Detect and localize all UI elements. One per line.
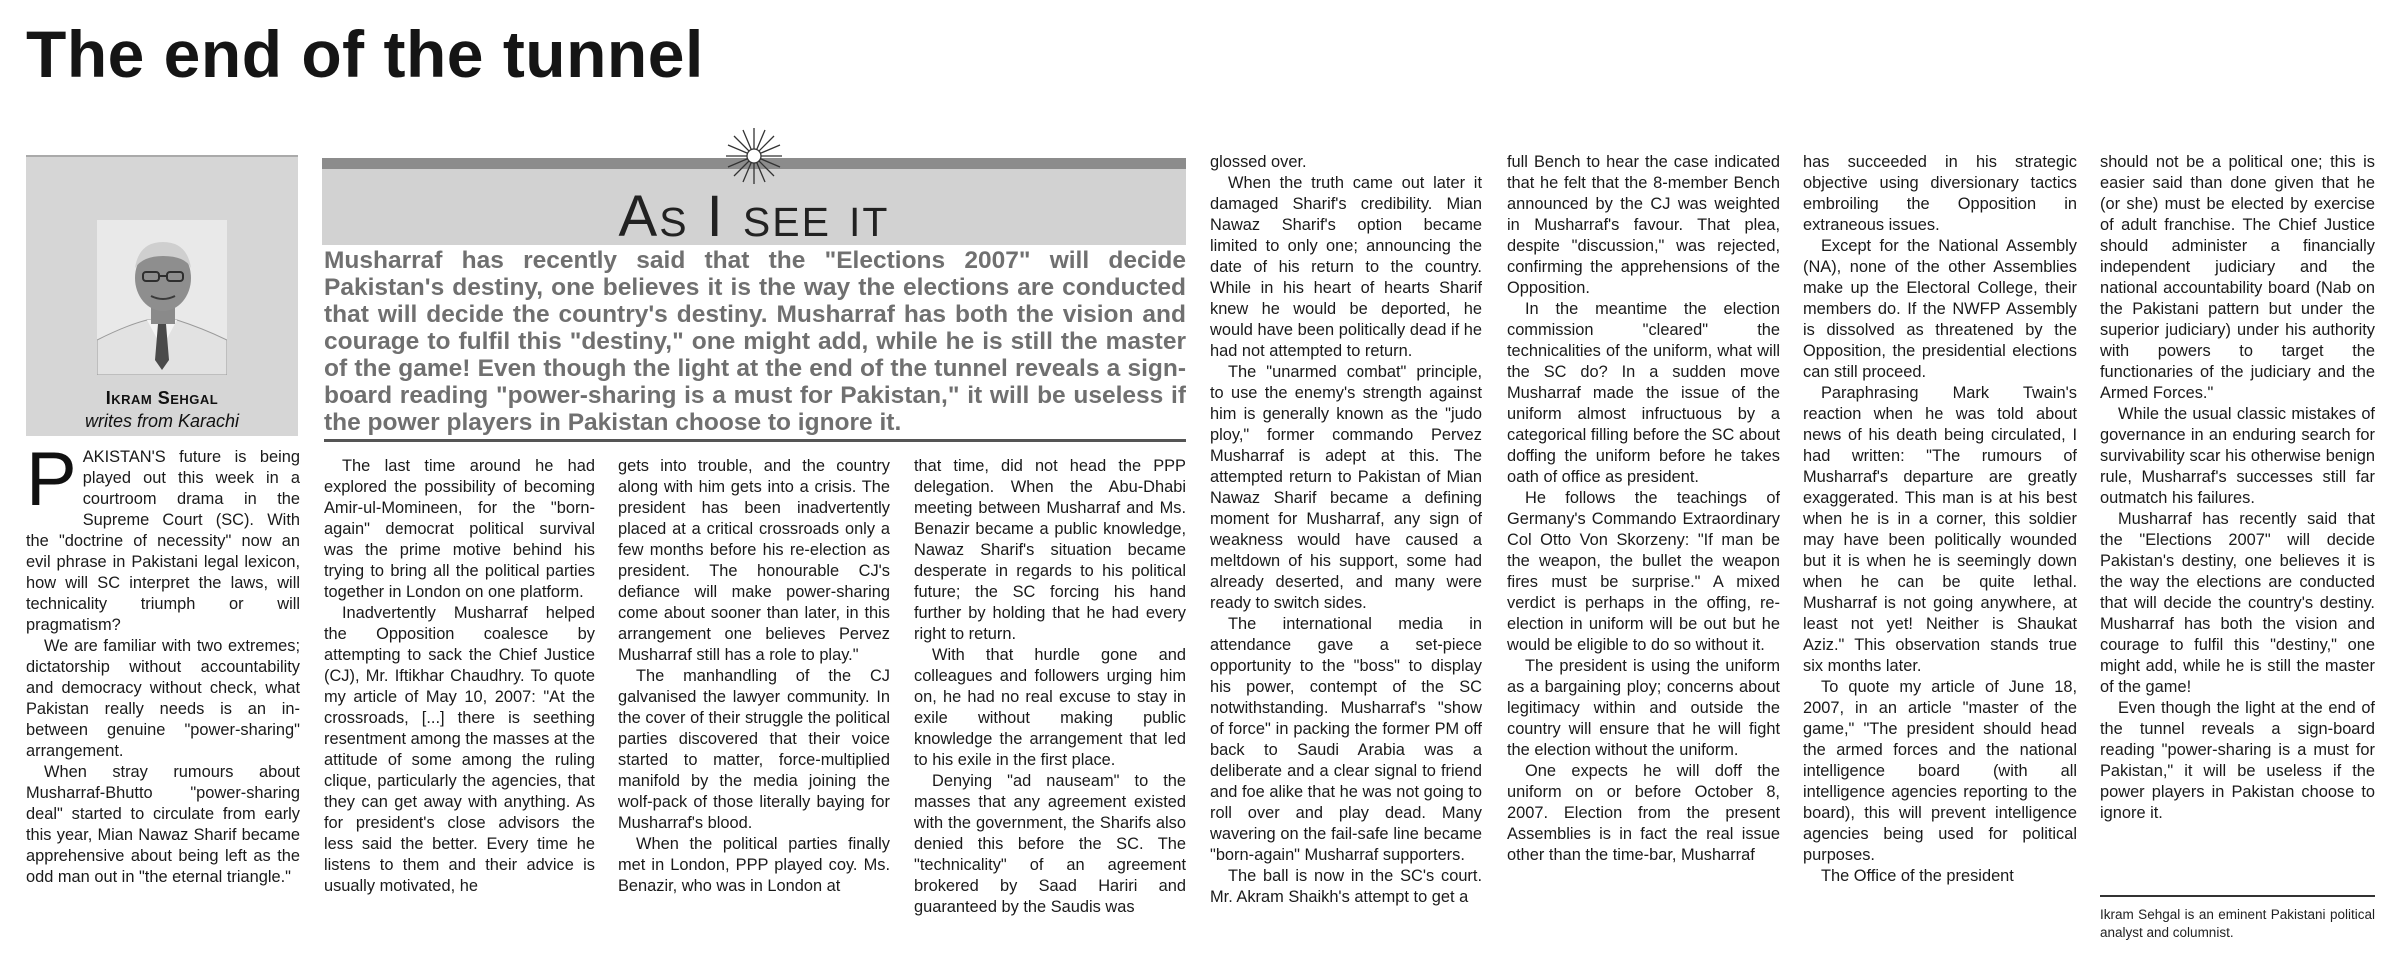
paragraph: The last time around he had explored the possibility of becoming Amir-ul-Momineen, for the "born-again" democrat political survival was the prime motive behind his trying to bring all the political parties together in London on one platform. — [324, 457, 595, 601]
starburst-icon — [724, 126, 784, 186]
paragraph: full Bench to hear the case indicated that he felt that the 8-member Bench announced by the CJ was weighted in Musharraf's favour. That plea, despite "discussion," was rejected, confirming the apprehensions of the Opposition. — [1507, 153, 1780, 297]
paragraph: Musharraf has recently said that the "Elections 2007" will decide Pakistan's destiny, one believes it is the way the elections are conducted that will decide the country's destiny. Musharraf has both the vision and courage to fulfil this "destiny," one might add, while he is still the master of the game! — [2100, 510, 2375, 696]
paragraph: The manhandling of the CJ galvanised the lawyer community. In the cover of their struggle the political parties discovered that their voice started to matter, force-multiplied manifold by the media joining the wolf-pack of those literally baying for Musharraf's blood. — [618, 667, 890, 832]
paragraph: Paraphrasing Mark Twain's reaction when he was told about news of his death being circulated, I had written: "The rumours of Musharraf's departure are greatly exaggerated. This man is at his best when he is in a corner, this soldier may have been politically wounded but it is when he is seemingly down when he can be quite lethal. Musharraf is not going anywhere, at least not yet! Neither is Shaukat Aziz." This observation stands true six months later. — [1803, 384, 2077, 675]
paragraph: The "unarmed combat" principle, to use the enemy's strength against him is generally known as the "judo ploy," former commando Pervez Musharraf is adept at this. The attempted return to Pakistan of Mian Nawaz Sharif became a defining moment for Musharraf, any sign of weakness would have caused a meltdown of his support, some had already deserted, and many were ready to switch sides. — [1210, 363, 1482, 612]
article-column-7 — [1803, 152, 2077, 957]
author-portrait-image — [97, 220, 227, 375]
paragraph: To quote my article of June 18, 2007, in an article "master of the game," "The president should head the armed forces and the national intelligence board (with all intelligence agencies reporting to the board), this will prevent intelligence agencies being used for political purposes. — [1803, 678, 2077, 864]
intro-standfirst: Musharraf has recently said that the "Elections 2007" will decide Pakistan's destiny, one believes it is the way the elections are conducted that will decide the country's destiny. Musharraf has both the vision and courage to fulfil this "destiny," one might add, while he is still the master of the game! Even though the light at the end of the tunnel reveals a sign-board reading "power-sharing is a must for Pakistan," it will be useless if the power players in Pakistan choose to ignore it. — [324, 247, 1186, 436]
paragraph: He follows the teachings of Germany's Commando Extraordinary Col Otto Von Skorzeny: "If man be the weapon, the bullet the weapon fires must be surprise." A mixed verdict is perhaps in the offing, re-election in uniform will be out but he would be eligible to do so without it. — [1507, 489, 1780, 654]
paragraph: In the meantime the election commission "cleared" the technicalities of the uniform, what will the SC do? In a sudden move Musharraf made the issue of the uniform almost infructuous by a categorical filling before the SC about doffing the uniform before he takes oath of office as president. — [1507, 300, 1780, 486]
paragraph: Except for the National Assembly (NA), none of the other Assemblies make up the Electoral College, their members do. If the NWFP Assembly is dissolved as threatened by the Opposition, the presidential elections can still proceed. — [1803, 237, 2077, 381]
banner-title: As I see it — [618, 184, 890, 249]
paragraph: has succeeded in his strategic objective using diversionary tactics embroiling the Opposition in extraneous issues. — [1803, 153, 2077, 234]
author-name: Ikram Sehgal — [105, 388, 219, 408]
article-column-5 — [1210, 152, 1482, 957]
paragraph: Inadvertently Musharraf helped the Opposition coalesce by attempting to sack the Chief Justice (CJ), Mr. Iftikhar Chaudhry. To quote my article of May 10, 2007: "At the crossroads, [...] there is seething resentment among the masses at the attitude of some among the ruling clique, particularly the agencies, that they can get away with anything. As for president's close advisors the less said the better. Every time he listens to them and their advice is usually motivated, he — [324, 604, 595, 895]
article-column-4 — [914, 456, 1186, 957]
paragraph: When the truth came out later it damaged Sharif's credibility. Mian Nawaz Sharif's option became limited to only one; announcing the date of his return to the country. While in his heart of hearts Sharif knew he would be deported, he would have been politically dead if he had not attempted to return. — [1210, 174, 1482, 360]
article-column-1 — [26, 447, 300, 957]
article-column-2 — [324, 456, 595, 957]
article-column-3 — [618, 456, 890, 957]
article-column-8 — [2100, 152, 2375, 892]
bio-divider — [2100, 895, 2375, 897]
paragraph: Even though the light at the end of the tunnel reveals a sign-board reading "power-sharing is a must for Pakistan," it will be useless if the power players in Pakistan choose to ignore it. — [2100, 699, 2375, 822]
author-photo — [97, 220, 227, 375]
author-box — [26, 155, 298, 436]
paragraph: The international media in attendance gave a set-piece opportunity to the "boss" to display his power, contempt of the SC notwithstanding. Musharraf's "show of force" in packing the former PM off back to Saudi Arabia was a deliberate and a clear signal to friend and foe alike that he was not going to roll over and play dead. Many wavering on the fail-safe line became "born-again" Musharraf supporters. — [1210, 615, 1482, 864]
drop-cap: P — [26, 447, 77, 522]
paragraph: The ball is now in the SC's court. Mr. Akram Shaikh's attempt to get a — [1210, 867, 1482, 906]
paragraph: glossed over. — [1210, 153, 1307, 171]
author-bio: Ikram Sehgal is an eminent Pakistani political analyst and columnist. — [2100, 907, 2375, 940]
headline: The end of the tunnel — [26, 17, 704, 91]
paragraph: should not be a political one; this is easier said than done given that he (or she) must be elected by exercise of adult franchise. The Chief Justice should administer a financially independent judiciary and the national accountability board (Nab on the Pakistani pattern but under the superior judiciary) under his authority with powers to target the functionaries of the judiciary and the Armed Forces." — [2100, 153, 2375, 402]
intro-divider — [324, 439, 1186, 442]
paragraph: We are familiar with two extremes; dictatorship without accountability and democracy without check, what Pakistan really needs is an in-between genuine "power-sharing" arrangement. — [26, 637, 300, 760]
author-subtitle: writes from Karachi — [84, 411, 240, 431]
paragraph: AKISTAN'S future is being played out this week in a courtroom drama in the Supreme Court (SC). With the "doctrine of necessity" now an evil phrase in Pakistani legal lexicon, how will SC interpret the laws, will technicality triumph or will pragmatism? — [26, 448, 300, 634]
paragraph: While the usual classic mistakes of governance in an enduring search for survivability scar his otherwise benign rule, Musharraf's successes still far outmatch his failures. — [2100, 405, 2375, 507]
paragraph: Denying "ad nauseam" to the masses that any agreement existed with the government, the Sharifs also denied this before the SC. The "technicality" of an agreement brokered by Saad Hariri and guaranteed by the Saudis was — [914, 772, 1186, 916]
article-column-6 — [1507, 152, 1780, 957]
paragraph: One expects he will doff the uniform on or before October 8, 2007. Election from the present Assemblies is in fact the real issue other than the time-bar, Musharraf — [1507, 762, 1780, 864]
paragraph: that time, did not head the PPP delegation. When the Abu-Dhabi meeting between Musharraf and Ms. Benazir became a public knowledge, Nawaz Sharif's situation became desperate in regards to his political future; the SC forcing his hand further by holding that he had every right to return. — [914, 457, 1186, 643]
paragraph: The Office of the president — [1821, 867, 2014, 885]
paragraph: When the political parties finally met in London, PPP played coy. Ms. Benazir, who was in London at — [618, 835, 890, 895]
paragraph: With that hurdle gone and colleagues and followers urging him on, he had no real excuse to stay in exile without making public knowledge the arrangement that led to his exile in the first place. — [914, 646, 1186, 769]
paragraph: When stray rumours about Musharraf-Bhutto "power-sharing deal" started to circulate from early this year, Mian Nawaz Sharif became apprehensive about being left as the odd man out in "the eternal triangle." — [26, 763, 300, 886]
paragraph: The president is using the uniform as a bargaining ploy; concerns about legitimacy within and outside the country will ensure that he will fight the election without the uniform. — [1507, 657, 1780, 759]
paragraph: gets into trouble, and the country along with him gets into a crisis. The president has been inadvertently placed at a critical crossroads only a few months before his re-election as president. The honourable CJ's defiance will make power-sharing come about sooner than later, in this arrangement one believes Pervez Musharraf still has a role to play." — [618, 457, 890, 664]
